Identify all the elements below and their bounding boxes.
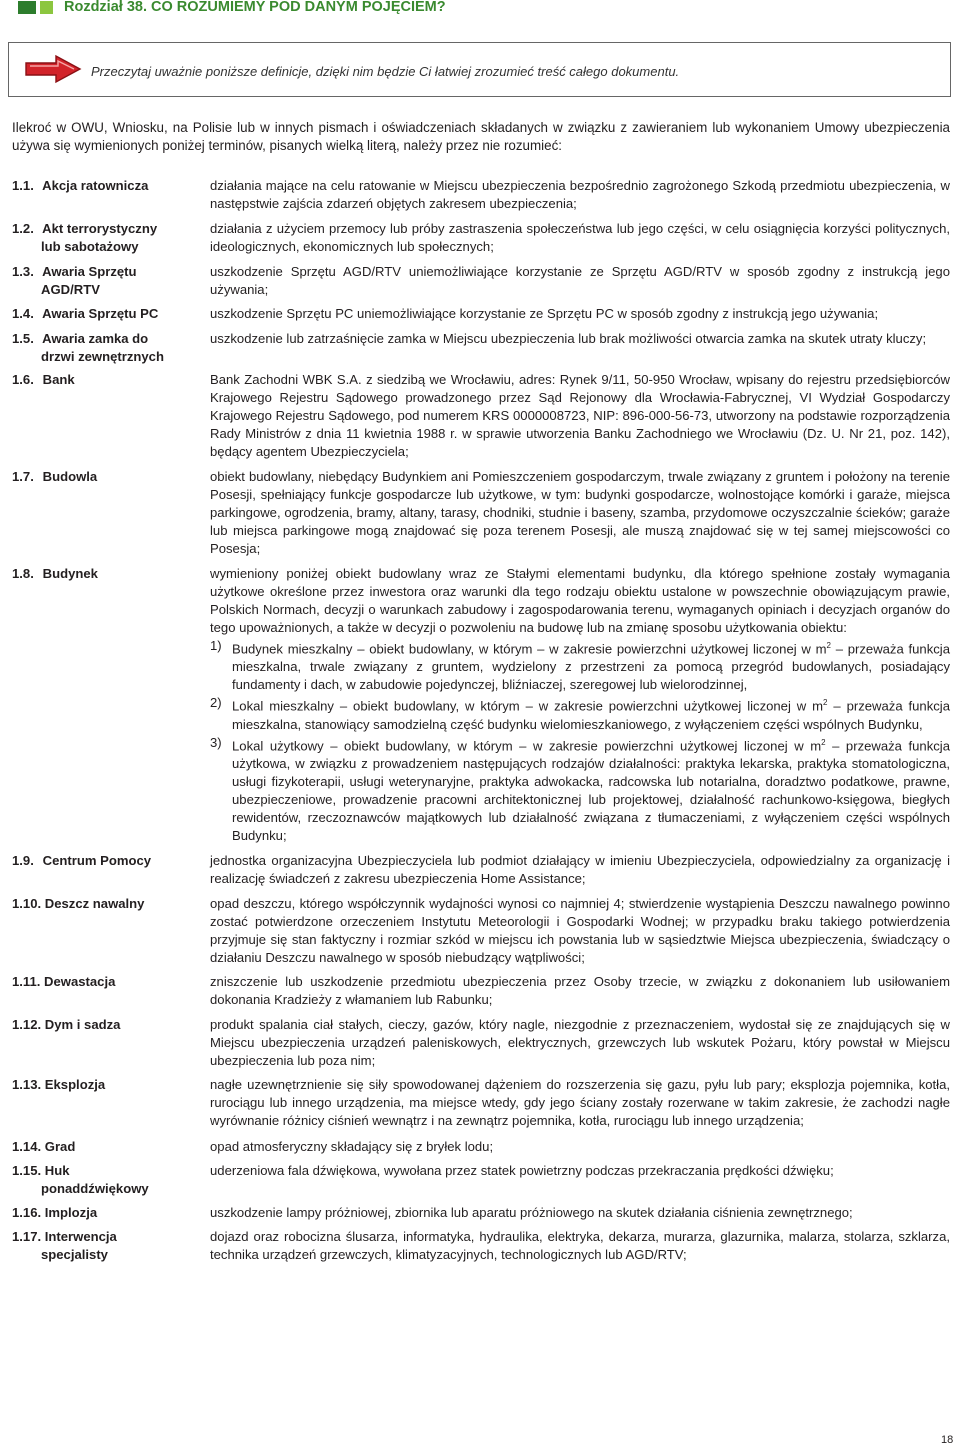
definition-text — [210, 330, 950, 366]
definition-body: działania z użyciem przemocy lub próby zastraszenia społeczeństwa lub jego części, w celu osiągnięcia korzyści politycznych, ideologicznych, ekonomicznych lub społecznych; — [210, 221, 950, 254]
definition-row — [12, 1162, 950, 1198]
definition-term-text: Implozja — [44, 1205, 98, 1221]
definition-subitem — [210, 734, 950, 845]
definition-subitem — [210, 694, 950, 733]
definition-body: uszkodzenie Sprzętu PC uniemożliwiające korzystanie ze Sprzętu PC w sposób zgodny z instrukcją jego używania; — [210, 306, 879, 321]
definition-number: 1.9. — [12, 853, 34, 869]
definition-row — [12, 177, 950, 213]
definition-row — [12, 371, 950, 461]
definition-term — [12, 177, 210, 213]
definition-number: 1.7. — [12, 469, 34, 484]
definition-number: 1.12. — [12, 1017, 42, 1033]
definition-term-text: Dewastacja — [44, 974, 116, 990]
definition-body: dojazd oraz robocizna ślusarza, informatyka, hydraulika, elektryka, dekarza, murarza, glazurnika, malarza, stolarza, szklarza, technika urządzeń grzewczych, klimatyzacyjnych, technologicznych lub AGD/RTV; — [210, 1229, 950, 1263]
definition-text — [210, 1016, 950, 1070]
definition-term — [12, 330, 210, 366]
definition-body: Bank Zachodni WBK S.A. z siedzibą we Wrocławiu, adres: Rynek 9/11, 50-950 Wrocław, wpisany do rejestru przedsiębiorców Krajowego Rejestru Sądowego prowadzonego przez Sąd Rejonowy dla Wrocławia-Fabrycznej, VI Wydział Gospodarczy Krajowego Rejestru Sądowego, pod numerem KRS 0000008723, NIP: 896-000-56-73, utworzony na podstawie rozporządzenia Rady Ministrów z dnia 11 kwietnia 1988 r. w sprawie utworzenia Banku Zachodniego we Wrocławiu (Dz. U. Nr 21, poz. 142), będący agentem Ubezpieczyciela; — [210, 372, 950, 459]
definition-number: 1.15. — [12, 1163, 42, 1179]
definition-subitem — [210, 637, 950, 694]
definition-text — [210, 895, 950, 967]
definition-row — [12, 973, 950, 1009]
red-arrow-icon — [22, 52, 86, 86]
subitem-text-start: Budynek mieszkalny – obiekt budowlany, w którym – w zakresie powierzchni użytkowej liczonej w m — [232, 641, 827, 657]
definition-term-continuation: ponaddźwiękowy — [41, 1181, 149, 1197]
definition-text — [210, 1162, 950, 1198]
definition-term — [12, 1204, 210, 1222]
definition-body: działania mające na celu ratowanie w Miejscu ubezpieczenia bezpośrednio zagrożonego Szkodą przedmiotu ubezpieczenia, w następstwie zajścia zdarzeń objętych zakresem ubezpieczenia; — [210, 178, 950, 211]
definition-term-text: Akt terrorystyczny — [42, 221, 158, 236]
light-green-square-icon — [40, 1, 53, 14]
page-header — [0, 0, 960, 16]
definition-term-text: Budowla — [42, 469, 98, 484]
definition-term-text: Interwencja — [44, 1229, 117, 1245]
definition-number: 1.13. — [12, 1077, 42, 1093]
definition-term — [12, 468, 210, 558]
definition-number: 1.10. — [12, 896, 42, 912]
definition-text — [210, 305, 950, 323]
subitem-text-start: Lokal użytkowy – obiekt budowlany, w którym – w zakresie powierzchni użytkowej liczonej w m — [232, 738, 822, 754]
definition-term-text: Awaria Sprzętu PC — [42, 306, 159, 321]
definition-text — [210, 852, 950, 888]
definition-term — [12, 1076, 210, 1130]
definition-number: 1.5. — [12, 331, 34, 346]
definition-row — [12, 1228, 950, 1264]
definition-body: produkt spalania ciał stałych, cieczy, gazów, który nagle, niezgodnie z przeznaczeniem, wydostał się ze znajdujących się w Miejscu ubezpieczenia urządzeń paleniskowych, elektrycznych, grzewczych lub wskutek Pożaru, który powstał w Miejscu ubezpieczenia lub poza nim; — [210, 1017, 950, 1069]
definition-term-continuation: lub sabotażowy — [41, 239, 139, 254]
definition-body: uszkodzenie Sprzętu AGD/RTV uniemożliwiające korzystanie ze Sprzętu AGD/RTV w sposób zgodny z instrukcją jego używania; — [210, 264, 950, 297]
definition-text — [210, 1204, 950, 1222]
subitem-text-end: – przeważa funkcja mieszkalna, stanowiący samodzielną część budynku wielomieszkaniowego, z wyłączeniem części wspólnych Budynku, — [232, 698, 950, 732]
subitem-text — [232, 637, 950, 694]
definition-term — [12, 371, 210, 461]
definition-text — [210, 1138, 950, 1156]
superscript: 2 — [821, 737, 826, 747]
definition-number: 1.11. — [12, 974, 41, 990]
definition-text — [210, 565, 950, 845]
definition-term — [12, 852, 210, 888]
definition-body: jednostka organizacyjna Ubezpieczyciela lub podmiot działający w imieniu Ubezpieczyciela, odpowiedzialny za organizację i realizację świadczeń z zakresu ubezpieczenia Home Assistance; — [210, 853, 950, 887]
definition-term-text: Huk — [44, 1163, 70, 1179]
definition-term — [12, 565, 210, 845]
definition-term-continuation: drzwi zewnętrznych — [41, 349, 164, 364]
definition-term — [12, 263, 210, 299]
definition-term — [12, 1016, 210, 1070]
definition-body: uderzeniowa fala dźwiękowa, wywołana przez statek powietrzny podczas przekraczania prędkości dźwięku; — [210, 1163, 834, 1179]
definition-body: obiekt budowlany, niebędący Budynkiem ani Pomieszczeniem gospodarczym, trwale związany z gruntem i położony na terenie Posesji, spełniający funkcje gospodarcze lub użytkowe, w tym: budynki gospodarcze, wolnostojące komórki i garaże, miejsca parkingowe, ogrodzenia, bramy, altany, tarasy, chodniki, studnie i baseny, szamba, przydomowe oczyszczalnie ścieków; garaże lub miejsca parkingowe mogą znajdować się poza terenem Posesji, ale muszą znajdować się w tej samej miejscowości co Posesja; — [210, 469, 950, 556]
definition-term — [12, 895, 210, 967]
definition-text — [210, 468, 950, 558]
definition-body: wymieniony poniżej obiekt budowlany wraz ze Stałymi elementami budynku, dla którego spełnione zostały wymagania użytkowe określone przez inwestora oraz warunki dla tego rodzaju obiektu ustalone w powszechnie obowiązującym prawie, Polskich Normach, decyzji o warunkach zabudowy i zagospodarowania terenu, wymaganych opiniach i decyzjach organów do tego upoważnionych, a także w decyzji o pozwoleniu na budowę lub na zmianę sposobu użytkowania obiektu: — [210, 566, 950, 635]
definition-term-text: Akcja ratownicza — [42, 178, 149, 193]
definition-term-text: Awaria zamka do — [42, 331, 149, 346]
definition-number: 1.14. — [12, 1139, 42, 1155]
definition-body: opad deszczu, którego współczynnik wydajności wynosi co najmniej 4; stwierdzenie wystąpienia Deszczu nawalnego powinno zostać potwierdzone orzeczeniem Instytutu Meteorologii i Gospodarki Wodnej; w przypadku braku takiego potwierdzenia przyjmuje się stan faktyczny i rozmiar szkód w miejscu ich powstania lub w sąsiedztwie Miejsca ubezpieczenia, świadczący o działaniu Deszczu nawalnego w sposób niebudzący wątpliwości; — [210, 896, 950, 966]
definition-text — [210, 220, 950, 256]
definition-term — [12, 973, 210, 1009]
definition-term-text: Budynek — [42, 566, 98, 581]
definition-text — [210, 973, 950, 1009]
definition-body: uszkodzenie lampy próżniowej, zbiornika lub aparatu próżniowego na skutek działania ciśnienia zewnętrznego; — [210, 1205, 853, 1221]
definition-row — [12, 1076, 950, 1130]
definition-row — [12, 468, 950, 558]
reading-note — [8, 42, 951, 97]
definitions-list — [12, 177, 950, 1264]
definition-number: 1.4. — [12, 306, 34, 321]
definition-row — [12, 330, 950, 366]
definition-term — [12, 305, 210, 323]
page-number: 18 — [941, 1434, 954, 1446]
definition-number: 1.16. — [12, 1205, 42, 1221]
definition-row — [12, 263, 950, 299]
definition-term-text: Grad — [44, 1139, 76, 1155]
definition-text — [210, 1076, 950, 1130]
superscript: 2 — [826, 641, 831, 650]
subitem-text — [232, 694, 950, 733]
definition-number: 1.8. — [12, 566, 34, 581]
definition-row — [12, 1016, 950, 1070]
definition-body: uszkodzenie lub zatrzaśnięcie zamka w Miejscu ubezpieczenia lub brak możliwości otwarcia zamka na skutek utraty kluczy; — [210, 331, 927, 346]
definition-row — [12, 1138, 950, 1156]
definition-term-continuation: AGD/RTV — [41, 282, 100, 297]
subitem-text-end: – przeważa funkcja użytkowa, w związku z prowadzeniem następujących rodzajów działalności: praktyka lekarska, praktyka stomatologiczna, usługi fizykoterapii, usługi weterynaryjne, praktyka adwokacka, radcowska lub notarialna, doradztwo podatkowe, prawne, ubezpieczeniowe, prowadzenie pracowni architektonicznej lub projektowej, działalność rachunkowo-księgowa, biegłych rewidentów, rzeczoznawców majątkowych lub działalność związana z tłumaczeniami, z wyłączeniem części wspólnych Budynku; — [232, 738, 950, 844]
definition-row — [12, 1204, 950, 1222]
definition-number: 1.17. — [12, 1229, 42, 1245]
subitem-text — [232, 734, 950, 845]
definition-term-continuation: specjalisty — [41, 1247, 108, 1263]
definition-body: zniszczenie lub uszkodzenie przedmiotu ubezpieczenia przez Osoby trzecie, w związku z dokonaniem lub usiłowaniem dokonania Kradzieży z włamaniem lub Rabunku; — [210, 974, 950, 1008]
definition-term — [12, 1162, 210, 1198]
definition-row — [12, 565, 950, 845]
definition-term-text: Dym i sadza — [44, 1017, 121, 1033]
subitem-number: 2) — [210, 695, 222, 711]
note-text: Przeczytaj uważnie poniższe definicje, dzięki nim będzie Ci łatwiej zrozumieć treść całego dokumentu. — [91, 64, 680, 79]
definition-term — [12, 1138, 210, 1156]
definition-text — [210, 263, 950, 299]
definition-term-text: Centrum Pomocy — [42, 853, 152, 869]
definition-term-text: Awaria Sprzętu — [42, 264, 137, 279]
definition-term-text: Deszcz nawalny — [44, 896, 145, 912]
subitem-text-end: – przeważa funkcja mieszkalna, trwale związany z gruntem, wydzielony z przestrzeni za pomocą przegród budowlanych, posiadający fundamenty i dach, w zabudowie pojedynczej, bliźniaczej, szeregowej lub wielorodzinnej, — [232, 641, 950, 693]
superscript: 2 — [823, 698, 828, 708]
subitem-number: 3) — [210, 734, 222, 750]
definition-row — [12, 852, 950, 888]
definition-term — [12, 1228, 210, 1264]
definition-term — [12, 220, 210, 256]
definition-number: 1.3. — [12, 264, 34, 279]
definition-body: nagłe uzewnętrznienie się siły spowodowanej dążeniem do rozszerzenia się gazu, pyłu lub pary; eksplozja pojemnika, kotła, rurociągu lub innego urządzenia, ma miejsce wtedy, gdy jego ściany zostały rozerwane w takim zakresie, że zachodzi nagłe wyrównanie różnicy ciśnień wewnątrz i na zewnątrz pojemnika, kotła, rurociągu lub innego urządzenia; — [210, 1077, 950, 1129]
definition-row — [12, 220, 950, 256]
definition-term-text: Bank — [42, 372, 75, 387]
subitem-text-start: Lokal mieszkalny – obiekt budowlany, w którym – w zakresie powierzchni użytkowej liczonej w m — [232, 698, 824, 714]
definition-number: 1.2. — [12, 221, 34, 236]
definition-number: 1.6. — [12, 372, 34, 387]
definition-term-text: Eksplozja — [44, 1077, 106, 1093]
definition-text — [210, 371, 950, 461]
definition-number: 1.1. — [12, 178, 34, 193]
definition-row — [12, 305, 950, 323]
definition-body: opad atmosferyczny składający się z bryłek lodu; — [210, 1139, 494, 1155]
green-square-icon — [18, 1, 36, 14]
definition-text — [210, 1228, 950, 1264]
definition-text — [210, 177, 950, 213]
intro-paragraph: Ilekroć w OWU, Wniosku, na Polisie lub w innych pismach i oświadczeniach składanych w związku z zawieraniem lub wykonaniem Umowy ubezpieczenia używa się wymienionych poniżej terminów, pisanych wielką literą, należy przez nie rozumieć: — [12, 120, 950, 153]
subitem-number: 1) — [210, 638, 222, 653]
definition-row — [12, 895, 950, 967]
chapter-title: Rozdział 38. CO ROZUMIEMY POD DANYM POJĘCIEM? — [64, 0, 446, 15]
